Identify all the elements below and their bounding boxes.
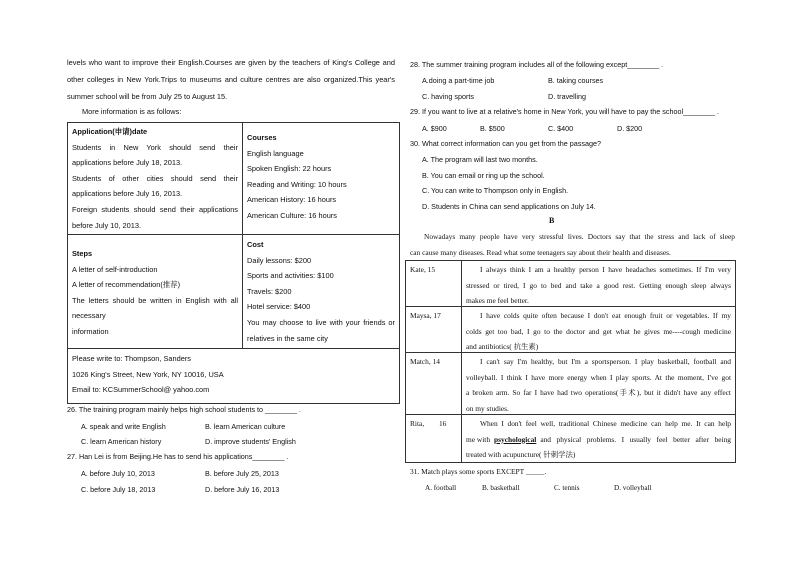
- courses-title: Courses: [247, 133, 277, 142]
- comment-line: I have colds quite often because I don't eat enough fruit or vegetables. If my: [480, 311, 731, 320]
- q29-option-d[interactable]: D. $200: [617, 124, 643, 133]
- q31-option-a[interactable]: A. football: [425, 484, 457, 492]
- application-line: applications before July 16, 2013.: [72, 189, 183, 199]
- application-cell: [72, 124, 238, 233]
- q30-option-d[interactable]: D. Students in China can send applications on July 14.: [422, 202, 596, 211]
- comment-line: on my studies.: [466, 403, 509, 413]
- teen-comment-maysa: [466, 308, 731, 355]
- q27-option-d[interactable]: D. before July 16, 2013: [205, 485, 280, 494]
- course-line: English language: [247, 148, 304, 158]
- cost-line: Hotel service: $400: [247, 302, 311, 312]
- course-line: American History: 16 hours: [247, 195, 337, 205]
- intro-line-3: summer school will be from July 25 to August 15.: [67, 92, 228, 101]
- contact-email: Email to: KCSummerSchool@ yahoo.com: [72, 385, 210, 395]
- course-line: Spoken English: 22 hours: [247, 164, 332, 174]
- q29-option-a[interactable]: A. $900: [422, 124, 447, 133]
- comment-line: makes me feel better.: [466, 296, 529, 306]
- section-b-intro-line-1: Nowadays many people have very stressful lives. Doctors say that the stress and lack of sleep: [424, 232, 735, 241]
- comment-line: stressed or tired, I go to bed and take a good rest. Getting enough sleep always: [466, 280, 731, 290]
- q30-stem: 30. What correct information can you get from the passage?: [410, 139, 601, 148]
- more-info-label: More information is as follows:: [82, 107, 182, 116]
- underlined-word: psychological: [494, 434, 537, 444]
- intro-line-2: other colleges in New York.Trips to museums and culture centres are also organized.This year's: [67, 75, 395, 84]
- q31-option-b[interactable]: B. basketball: [482, 484, 520, 492]
- intro-line-1: levels who want to improve their English.Courses are given by the teachers of King's College and: [67, 58, 395, 67]
- q26-option-d[interactable]: D. improve students' English: [205, 437, 296, 446]
- steps-cell: [72, 246, 238, 340]
- teen-name-maysa: Maysa, 17: [410, 311, 441, 320]
- application-line: Foreign students should send their applications: [72, 204, 238, 214]
- teen-name-match: Match, 14: [410, 357, 440, 366]
- cost-line: relatives in the same city: [247, 333, 328, 343]
- q31-option-d[interactable]: D. volleyball: [614, 484, 652, 492]
- q30-option-a[interactable]: A. The program will last two months.: [422, 155, 538, 164]
- comment-fragment: me with: [466, 434, 491, 444]
- comment-line: a broken arm. So far I have had two operations(手术), but it didn't have any effect: [466, 388, 731, 398]
- q27-stem: 27. Han Lei is from Beijing.He has to send his applications________ .: [67, 452, 289, 461]
- cost-line: Daily lessons: $200: [247, 255, 312, 265]
- step-line: information: [72, 326, 109, 336]
- application-line: Students in New York should send their: [72, 142, 238, 152]
- q28-option-c[interactable]: C. having sports: [422, 92, 474, 101]
- comment-fragment: and physical problems. I usually feel better after being: [540, 434, 731, 444]
- q28-option-a[interactable]: A.doing a part-time job: [422, 76, 495, 85]
- application-line: before July 10, 2013.: [72, 220, 142, 230]
- contact-cell: [72, 351, 392, 398]
- course-line: American Culture: 16 hours: [247, 210, 337, 220]
- application-line: applications before July 18, 2013.: [72, 158, 183, 168]
- q29-option-b[interactable]: B. $500: [480, 124, 505, 133]
- comment-line: colds get too bad, I go to the doctor and get what he gives me----cough medicine: [466, 326, 731, 336]
- q31-option-c[interactable]: C. tennis: [554, 484, 580, 492]
- application-title: Application(申请)date: [72, 127, 148, 136]
- teen-name-kate: Kate, 15: [410, 265, 436, 274]
- q30-option-b[interactable]: B. You can email or ring up the school.: [422, 171, 545, 180]
- q26-option-c[interactable]: C. learn American history: [81, 437, 162, 446]
- q30-option-c[interactable]: C. You can write to Thompson only in English.: [422, 186, 569, 195]
- comment-line: When I don't feel well, traditional Chinese medicine can help me. It can help: [480, 419, 731, 428]
- q26-stem: 26. The training program mainly helps high school students to ________ .: [67, 405, 302, 414]
- q29-option-c[interactable]: C. $400: [548, 124, 574, 133]
- step-line: A letter of self-introduction: [72, 264, 158, 274]
- teen-comment-rita: [466, 416, 731, 463]
- q29-stem: 29. If you want to live at a relative's home in New York, you will have to pay the school________ .: [410, 107, 720, 116]
- q28-option-d[interactable]: D. travelling: [548, 92, 586, 101]
- q27-option-c[interactable]: C. before July 18, 2013: [81, 485, 156, 494]
- course-line: Reading and Writing: 10 hours: [247, 179, 347, 189]
- comment-line: and antibiotics( 抗生素): [466, 342, 539, 352]
- q28-option-b[interactable]: B. taking courses: [548, 76, 604, 85]
- comment-line: [466, 432, 731, 448]
- teen-name-rita: Rita, 16: [410, 419, 447, 428]
- step-line: necessary: [72, 311, 106, 321]
- comment-line: I can't say I'm healthy, but I'm a sportsperson. I play basketball, football and: [480, 357, 731, 366]
- section-b-intro-line-2: can cause many diseases. Read what some teenagers say about their health and diseases.: [410, 248, 671, 257]
- steps-title: Steps: [72, 249, 93, 258]
- cost-line: Travels: $200: [247, 286, 292, 296]
- contact-line: Please write to: Thompson, Sanders: [72, 354, 191, 363]
- comment-line: volleyball. I think I have more energy when I play sports. At the moment, I've got: [466, 372, 731, 382]
- q26-option-b[interactable]: B. learn American culture: [205, 422, 286, 431]
- cost-title: Cost: [247, 240, 264, 249]
- teen-comment-match: [466, 354, 731, 416]
- cost-line: Sports and activities: $100: [247, 271, 334, 281]
- cost-cell: [247, 237, 397, 346]
- q26-option-a[interactable]: A. speak and write English: [81, 422, 166, 431]
- step-line: A letter of recommendation(推荐): [72, 280, 181, 290]
- q31-stem: 31. Match plays some sports EXCEPT _____.: [410, 467, 547, 476]
- teen-comment-kate: [466, 262, 731, 309]
- step-line: The letters should be written in English with all: [72, 295, 238, 305]
- q28-stem: 28. The summer training program includes all of the following except________ .: [410, 60, 664, 69]
- q27-option-a[interactable]: A. before July 10, 2013: [81, 469, 155, 478]
- comment-line: treated with acupuncture( 针刺学法): [466, 450, 576, 460]
- application-line: Students of other cities should send their: [72, 173, 238, 183]
- cost-line: You may choose to live with your friends or: [247, 317, 395, 327]
- contact-line: 1026 King's Street, New York, NY 10016, USA: [72, 369, 224, 379]
- section-b-heading: B: [549, 216, 555, 225]
- courses-cell: [247, 130, 397, 224]
- comment-line: I always think I am a healthy person I have headaches sometimes. If I'm very: [480, 265, 731, 274]
- q27-option-b[interactable]: B. before July 25, 2013: [205, 469, 279, 478]
